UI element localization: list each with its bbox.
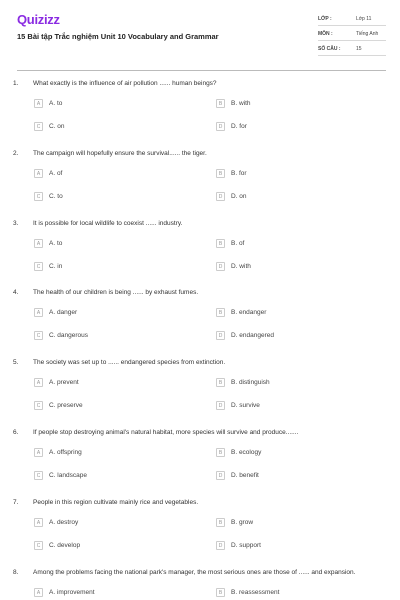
question-number: 6. bbox=[13, 429, 19, 436]
question-item bbox=[0, 429, 400, 499]
option-label: B. grow bbox=[231, 518, 254, 526]
option-letter-box: A bbox=[34, 239, 43, 248]
option-letter-box: A bbox=[34, 169, 43, 178]
option-label: B. of bbox=[231, 239, 245, 247]
option-label: C. preserve bbox=[49, 402, 83, 410]
option-letter-box: B bbox=[216, 169, 225, 178]
option-label: B. endanger bbox=[231, 309, 267, 317]
option-letter-box: D bbox=[216, 122, 225, 131]
option-label: A. of bbox=[49, 169, 63, 177]
question-number: 7. bbox=[13, 498, 19, 506]
meta-count-value: 15 bbox=[356, 46, 362, 52]
option-letter-box: C bbox=[34, 192, 43, 201]
option-label: B. with bbox=[231, 100, 251, 107]
quizizz-logo: Quizizz bbox=[17, 12, 60, 27]
meta-class-key: LỚP : bbox=[318, 16, 332, 22]
option-label: C. landscape bbox=[49, 472, 87, 479]
option-letter-box: B bbox=[216, 378, 225, 387]
question-number: 3. bbox=[13, 219, 19, 227]
option-letter-box: B bbox=[216, 99, 225, 108]
question-item bbox=[0, 569, 400, 600]
question-item bbox=[0, 359, 400, 429]
option-letter-box: C bbox=[34, 262, 43, 271]
question-item bbox=[0, 150, 400, 220]
option-label: A. improvement bbox=[49, 588, 95, 596]
option-label: D. for bbox=[231, 123, 247, 130]
option-letter-box: C bbox=[34, 122, 43, 131]
option-letter-box: A bbox=[34, 588, 43, 597]
option-letter-box: B bbox=[216, 518, 225, 527]
option-label: A. to bbox=[49, 239, 63, 247]
option-label: C. in bbox=[49, 262, 63, 270]
option-label: A. offspring bbox=[49, 449, 82, 456]
option-letter-box: D bbox=[216, 262, 225, 271]
option-letter-box: C bbox=[34, 541, 43, 550]
option-letter-box: B bbox=[216, 239, 225, 248]
option-letter-box: A bbox=[34, 378, 43, 387]
option-label: B. distinguish bbox=[231, 379, 270, 387]
question-text: The health of our children is being ...... by exhaust fumes. bbox=[33, 289, 199, 297]
meta-divider bbox=[318, 55, 386, 56]
question-text: What exactly is the influence of air pollution ...... human beings? bbox=[33, 80, 217, 87]
option-label: B. ecology bbox=[231, 449, 262, 456]
meta-subject-value: Tiếng Anh bbox=[356, 31, 379, 37]
option-letter-box: B bbox=[216, 588, 225, 597]
meta-class-value: Lớp 11 bbox=[356, 16, 372, 22]
option-label: B. reassessment bbox=[231, 588, 280, 596]
question-text: Among the problems facing the national park's manager, the most serious ones are those of ...... and expansion. bbox=[33, 568, 356, 576]
option-letter-box: C bbox=[34, 471, 43, 480]
document-title: 15 Bài tập Trắc nghiệm Unit 10 Vocabulary and Grammar bbox=[17, 32, 219, 41]
question-text: People in this region cultivate mainly rice and vegetables. bbox=[33, 498, 199, 506]
option-label: D. survive bbox=[231, 402, 260, 410]
question-number: 4. bbox=[13, 289, 19, 297]
option-label: A. prevent bbox=[49, 379, 79, 387]
option-label: A. destroy bbox=[49, 518, 79, 526]
option-letter-box: A bbox=[34, 99, 43, 108]
option-letter-box: C bbox=[34, 331, 43, 340]
meta-divider bbox=[318, 40, 386, 41]
meta-subject-key: MÔN : bbox=[318, 31, 333, 37]
question-item bbox=[0, 499, 400, 569]
question-text: The campaign will hopefully ensure the survival...... the tiger. bbox=[33, 149, 207, 157]
question-number: 2. bbox=[13, 149, 19, 157]
option-label: D. with bbox=[231, 262, 251, 270]
meta-count-key: SỐ CÂU : bbox=[318, 46, 341, 52]
question-item bbox=[0, 220, 400, 290]
question-item bbox=[0, 289, 400, 359]
question-text: If people stop destroying animal's natural habitat, more species will survive and produce....... bbox=[33, 429, 299, 436]
option-label: A. danger bbox=[49, 309, 78, 317]
option-letter-box: D bbox=[216, 471, 225, 480]
option-label: D. on bbox=[231, 192, 247, 200]
question-text: It is possible for local wildlife to coexist ...... industry. bbox=[33, 219, 183, 227]
question-number: 8. bbox=[13, 568, 19, 576]
option-label: C. dangerous bbox=[49, 332, 89, 340]
question-number: 5. bbox=[13, 359, 19, 367]
question-number: 1. bbox=[13, 80, 19, 87]
header-divider bbox=[17, 70, 386, 71]
option-label: B. for bbox=[231, 169, 247, 177]
option-label: D. benefit bbox=[231, 472, 259, 479]
question-text: The society was set up to ...... endangered species from extinction. bbox=[33, 359, 226, 367]
option-letter-box: C bbox=[34, 401, 43, 410]
option-letter-box: A bbox=[34, 448, 43, 457]
option-letter-box: A bbox=[34, 518, 43, 527]
option-letter-box: D bbox=[216, 192, 225, 201]
meta-divider bbox=[318, 25, 386, 26]
option-letter-box: B bbox=[216, 308, 225, 317]
option-letter-box: B bbox=[216, 448, 225, 457]
option-label: C. to bbox=[49, 192, 63, 200]
question-item bbox=[0, 80, 400, 150]
option-letter-box: D bbox=[216, 541, 225, 550]
document-header bbox=[0, 0, 400, 70]
option-label: C. on bbox=[49, 123, 65, 130]
option-label: C. develop bbox=[49, 541, 81, 549]
option-letter-box: A bbox=[34, 308, 43, 317]
option-label: D. endangered bbox=[231, 332, 275, 340]
option-label: D. support bbox=[231, 541, 261, 549]
option-letter-box: D bbox=[216, 331, 225, 340]
option-label: A. to bbox=[49, 100, 63, 107]
option-letter-box: D bbox=[216, 401, 225, 410]
